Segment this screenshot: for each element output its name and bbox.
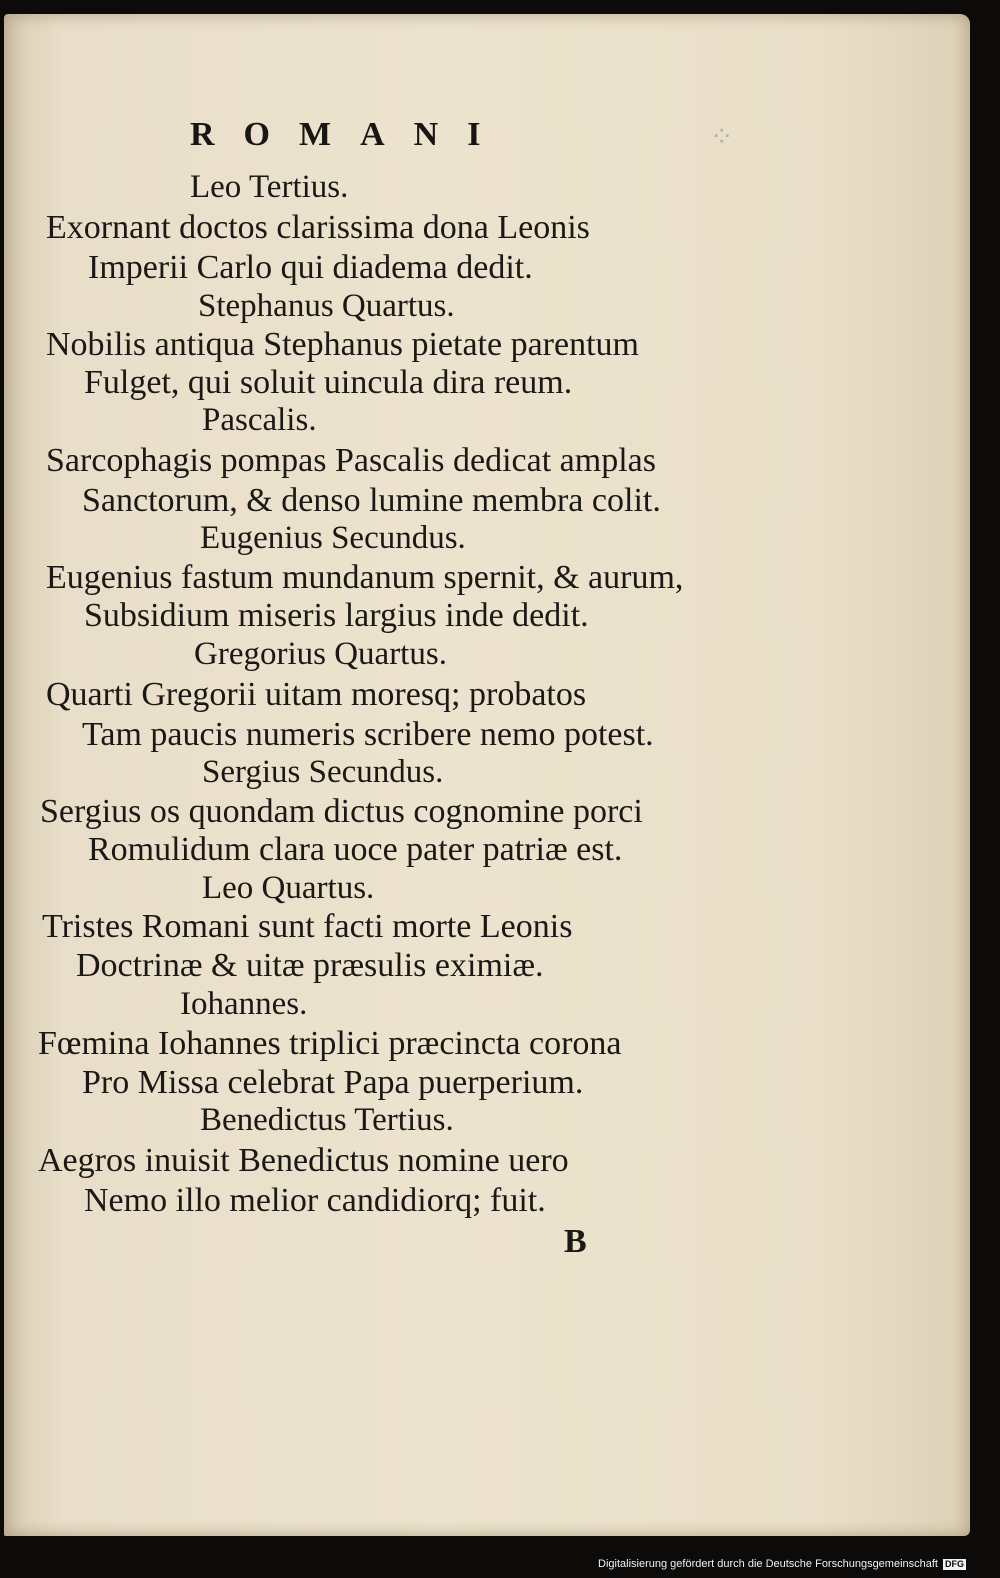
verse-line: Imperii Carlo qui diadema dedit. <box>88 249 533 286</box>
verse-line: Sanctorum, & denso lumine membra colit. <box>82 482 661 519</box>
digitization-credit <box>598 1558 966 1570</box>
verse-line: Quarti Gregorii uitam moresq; probatos <box>46 676 587 713</box>
signature-mark: B <box>564 1223 587 1260</box>
pope-name-line: Benedictus Tertius. <box>200 1102 454 1138</box>
book-page <box>4 14 970 1536</box>
pope-name-line: Eugenius Secundus. <box>200 520 466 556</box>
pope-name-line: Leo Quartus. <box>202 870 375 906</box>
verse-line: Doctrinæ & uitæ præsulis eximiæ. <box>76 947 544 984</box>
verse-line: Pro Missa celebrat Papa puerperium. <box>82 1064 584 1101</box>
credit-text: Digitalisierung gefördert durch die Deutsche Forschungsgemeinschaft <box>598 1558 938 1570</box>
pope-name-line: Pascalis. <box>202 402 317 438</box>
pope-name-line: Sergius Secundus. <box>202 754 444 790</box>
verse-line: Nemo illo melior candidiorq; fuit. <box>84 1182 546 1219</box>
verse-line: Sergius os quondam dictus cognomine porci <box>40 793 643 830</box>
verse-line: Aegros inuisit Benedictus nomine uero <box>38 1142 569 1179</box>
pope-name-line: Leo Tertius. <box>190 169 349 205</box>
verse-line: Eugenius fastum mundanum spernit, & aurum, <box>46 559 684 596</box>
bleed-through-mark: ⁘ <box>710 122 734 153</box>
running-title: ROMANI <box>190 116 510 153</box>
dfg-logo: DFG <box>945 1558 964 1569</box>
verse-line: Subsidium miseris largius inde dedit. <box>84 597 589 634</box>
verse-line: Sarcophagis pompas Pascalis dedicat amplas <box>46 442 656 479</box>
verse-line: Nobilis antiqua Stephanus pietate parentum <box>46 326 639 363</box>
pope-name-line: Gregorius Quartus. <box>194 636 447 672</box>
verse-line: Fulget, qui soluit uincula dira reum. <box>84 364 573 401</box>
pope-name-line: Iohannes. <box>180 986 308 1022</box>
verse-line: Tristes Romani sunt facti morte Leonis <box>42 908 573 945</box>
verse-line: Tam paucis numeris scribere nemo potest. <box>82 716 654 753</box>
verse-line: Fœmina Iohannes triplici præcincta corona <box>38 1025 622 1062</box>
verse-line: Exornant doctos clarissima dona Leonis <box>46 209 590 246</box>
pope-name-line: Stephanus Quartus. <box>198 288 455 324</box>
verse-line: Romulidum clara uoce pater patriæ est. <box>88 831 623 868</box>
